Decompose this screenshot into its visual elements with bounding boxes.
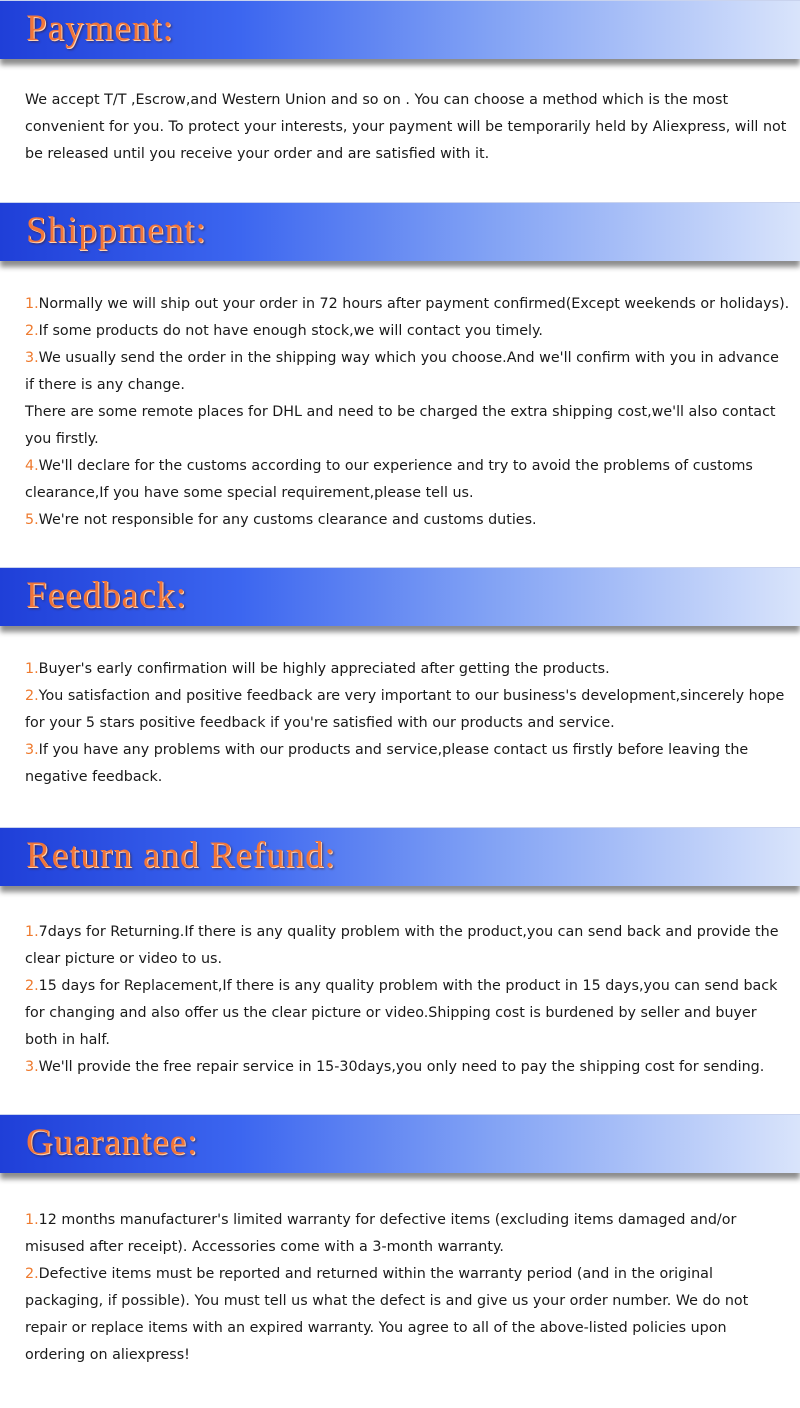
shippment-header-banner [0,202,800,261]
list-item: 3.If you have any problems with our products and service,please contact us firstly before leaving the negative feedback. [25,742,749,785]
list-item: 3.We'll provide the free repair service in 15-30days,you only need to pay the shipping cost for sending. [25,1059,765,1075]
list-item: 2.15 days for Replacement,If there is any quality problem with the product in 15 days,you can send back for changing and also offer us the clear picture or video.Shipping cost is burdened by seller and buyer both in half. [25,978,778,1048]
shippment-heading: Shippment: [26,210,207,251]
payment-header-banner [0,0,800,59]
list-item: 3.We usually send the order in the shipping way which you choose.And we'll confirm with you in advance if there is any change. [25,350,779,393]
guarantee-section-body [25,1207,790,1369]
feedback-section-body [25,656,790,791]
guarantee-heading: Guarantee: [26,1122,199,1163]
list-item: 2.You satisfaction and positive feedback are very important to our business's development,sincerely hope for your 5 stars positive feedback if you're satisfied with our products and service. [25,688,785,731]
feedback-header-banner [0,567,800,626]
list-item: 1.7days for Returning.If there is any quality problem with the product,you can send back and provide the clear picture or video to us. [25,924,779,967]
feedback-heading: Feedback: [26,575,188,616]
return-refund-section-body [25,919,790,1081]
list-item: 2.Defective items must be reported and returned within the warranty period (and in the original packaging, if possible). You must tell us what the defect is and give us your order number. We do not repair or replace items with an expired warranty. You agree to all of the above-listed policies upon ordering on aliexpress! [25,1266,749,1363]
list-item: There are some remote places for DHL and need to be charged the extra shipping cost,we'll also contact you firstly. [25,404,776,447]
list-item: 5.We're not responsible for any customs clearance and customs duties. [25,512,537,528]
list-item: 1.Buyer's early confirmation will be highly appreciated after getting the products. [25,661,610,677]
return-refund-heading: Return and Refund: [26,835,336,876]
payment-section-body [25,87,790,168]
shippment-section-body [25,291,790,534]
paragraph: We accept T/T ,Escrow,and Western Union and so on . You can choose a method which is the most convenient for you. To protect your interests, your payment will be temporarily held by Aliexpress, will not be released until you receive your order and are satisfied with it. [25,92,787,162]
list-item: 1.12 months manufacturer's limited warranty for defective items (excluding items damaged and/or misused after receipt). Accessories come with a 3-month warranty. [25,1212,737,1255]
guarantee-header-banner [0,1114,800,1173]
list-item: 2.If some products do not have enough stock,we will contact you timely. [25,323,543,339]
list-item: 4.We'll declare for the customs according to our experience and try to avoid the problems of customs clearance,If you have some special requirement,please tell us. [25,458,753,501]
list-item: 1.Normally we will ship out your order in 72 hours after payment confirmed(Except weekends or holidays). [25,296,790,312]
payment-heading: Payment: [26,8,174,49]
return-refund-header-banner [0,827,800,886]
